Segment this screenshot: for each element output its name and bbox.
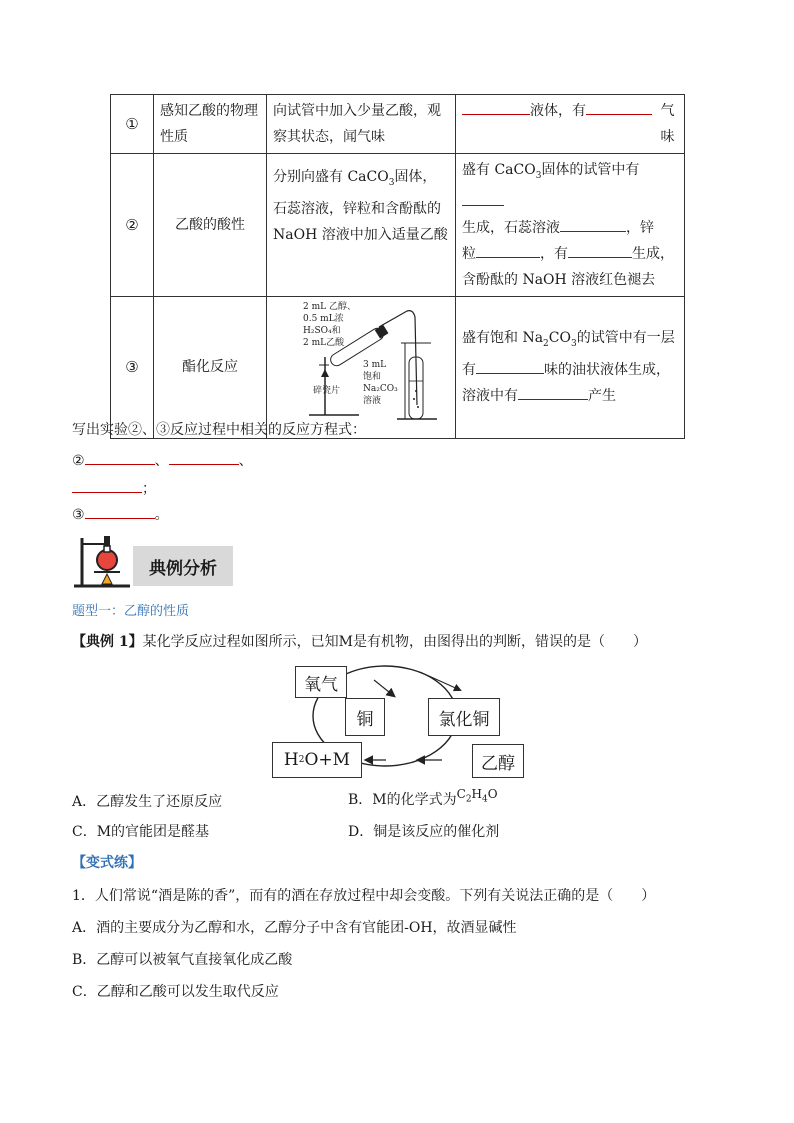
practice-option-c[interactable]: C．乙醇和乙酸可以发生取代反应 <box>72 984 279 1000</box>
experiment-table <box>110 94 685 439</box>
answer-blank[interactable] <box>85 450 155 465</box>
table-row <box>111 154 685 297</box>
svg-text:碎瓷片: 碎瓷片 <box>313 385 341 396</box>
equation-line-3: ③ 。 <box>72 504 169 525</box>
answer-blank[interactable] <box>169 450 239 465</box>
row-number: ③ <box>111 296 154 438</box>
equation-prompt: 写出实验②、③反应过程中相关的反应方程式： <box>72 422 366 438</box>
question-type-label: 题型一：乙醇的性质 <box>72 604 190 619</box>
practice-label: 【变式练】 <box>72 855 142 871</box>
practice-option-b[interactable]: B．乙醇可以被氧气直接氧化成乙酸 <box>72 952 293 968</box>
svg-text:饱和: 饱和 <box>363 371 382 382</box>
answer-blank[interactable] <box>518 385 588 400</box>
experiment-name: 感知乙酸的物理性质 <box>154 95 267 154</box>
practice-option-a[interactable]: A．酒的主要成分为乙醇和水，乙醇分子中含有官能团-OH，故酒显碱性 <box>72 920 517 936</box>
lab-apparatus-icon <box>72 532 134 590</box>
practice-question-1: 1．人们常说“酒是陈的香”，而有的酒在存放过程中却会变酸。下列有关说法正确的是（ ） <box>72 888 656 904</box>
experiment-operation: 分别向盛有 CaCO$_3$固体，石蕊溶液，锌粒和含酚酞的NaOH 溶液中加入适量乙酸 <box>267 154 456 297</box>
answer-blank[interactable] <box>476 243 540 258</box>
oxygen-box: 氧气 <box>295 666 347 698</box>
experiment-name: 乙酸的酸性 <box>154 154 267 297</box>
svg-text:Na₂CO₃: Na₂CO₃ <box>363 383 398 394</box>
table-row <box>111 296 685 438</box>
answer-blank[interactable] <box>462 100 530 115</box>
answer-blank[interactable] <box>568 243 632 258</box>
equation-line-2: ② 、 、 <box>72 450 253 471</box>
experiment-result: 盛有 CaCO$_3$固体的试管中有 生成，石蕊溶液 ，锌 粒 ，有 生成， 含酚酞的 NaOH 溶液红色褪去 <box>456 154 685 297</box>
experiment-name: 酯化反应 <box>154 296 267 438</box>
table-row <box>111 95 685 154</box>
option-d[interactable]: D．铜是该反应的催化剂 <box>348 824 500 840</box>
ethanol-box: 乙醇 <box>472 744 524 778</box>
answer-blank[interactable] <box>72 478 142 493</box>
apparatus-figure <box>267 296 456 438</box>
experiment-result: 液体，有 气味 <box>456 95 685 154</box>
answer-blank[interactable] <box>586 100 652 115</box>
copper-oxide-box: 氯化铜 <box>428 698 500 736</box>
option-c[interactable]: C．M的官能团是醛基 <box>72 824 210 840</box>
experiment-operation: 向试管中加入少量乙酸，观察其状态，闻气味 <box>267 95 456 154</box>
experiment-result: 盛有饱和 $Na_2CO_3$的试管中有一层 有 味的油状液体生成， 溶液中有 产生 <box>456 296 685 438</box>
option-b[interactable]: B．M的化学式为$C_2H_4O$ <box>348 787 498 808</box>
example-question: 【典例 1】某化学反应过程如图所示，已知M是有机物，由图得出的判断，错误的是（ ） <box>72 634 647 650</box>
svg-text:0.5 mL浓: 0.5 mL浓 <box>303 313 344 324</box>
svg-text:3 mL: 3 mL <box>363 359 387 370</box>
copper-box: 铜 <box>345 698 385 736</box>
equation-line-2b: ； <box>72 478 156 499</box>
svg-text:2 mL乙酸: 2 mL乙酸 <box>303 337 345 348</box>
svg-text:2 mL 乙醇、: 2 mL 乙醇、 <box>303 301 356 312</box>
answer-blank[interactable] <box>476 359 544 374</box>
esterification-apparatus <box>267 297 455 429</box>
option-a[interactable]: A．乙醇发生了还原反应 <box>72 794 223 810</box>
answer-blank[interactable] <box>462 191 504 206</box>
svg-text:溶液: 溶液 <box>363 395 382 406</box>
answer-blank[interactable] <box>85 504 155 519</box>
section-title: 典例分析 <box>133 546 233 586</box>
row-number: ① <box>111 95 154 154</box>
row-number: ② <box>111 154 154 297</box>
answer-blank[interactable] <box>560 217 626 232</box>
svg-text:H₂SO₄和: H₂SO₄和 <box>303 325 341 336</box>
product-box: H 2 O+M <box>272 742 362 778</box>
